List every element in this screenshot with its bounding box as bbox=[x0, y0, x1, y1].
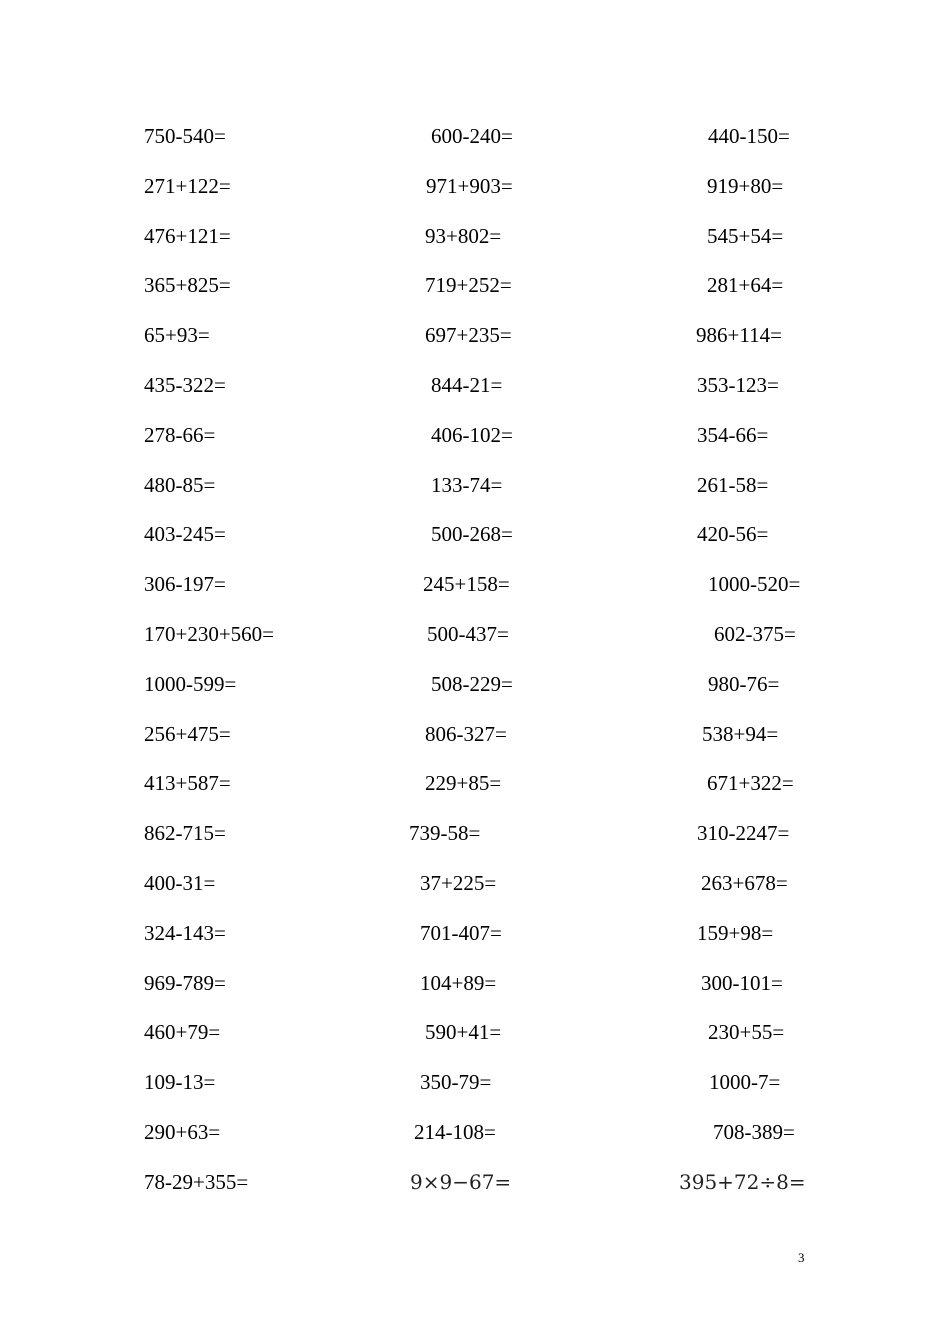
math-problem: 261-58= bbox=[697, 472, 769, 497]
math-problem: 500-268= bbox=[431, 522, 513, 547]
problem-row bbox=[0, 669, 950, 699]
math-problem: 844-21= bbox=[431, 373, 503, 397]
math-problem: 230+55= bbox=[708, 1020, 785, 1045]
math-problem: 986+114= bbox=[696, 323, 782, 348]
math-problem: 590+41= bbox=[425, 1020, 502, 1045]
math-problem: 750-540= bbox=[144, 124, 226, 148]
math-problem: 353-123= bbox=[697, 373, 779, 397]
math-problem: 508-229= bbox=[431, 671, 513, 696]
math-problem: 395+72÷8= bbox=[679, 1169, 806, 1194]
math-problem: 480-85= bbox=[144, 472, 216, 497]
math-problem: 159+98= bbox=[697, 920, 774, 945]
math-problem: 600-240= bbox=[431, 124, 513, 148]
page-number: 3 bbox=[798, 1250, 805, 1265]
math-problem: 403-245= bbox=[144, 522, 226, 547]
problem-row bbox=[0, 470, 950, 500]
math-problem: 256+475= bbox=[144, 721, 231, 746]
math-problem: 980-76= bbox=[708, 671, 780, 696]
math-problem: 440-150= bbox=[708, 124, 790, 148]
math-problem: 263+678= bbox=[701, 871, 788, 895]
math-problem: 460+79= bbox=[144, 1020, 221, 1045]
problem-row bbox=[0, 1167, 950, 1197]
problem-row bbox=[0, 270, 950, 300]
math-problem: 400-31= bbox=[144, 871, 216, 895]
math-problem: 701-407= bbox=[420, 920, 502, 945]
problem-row bbox=[0, 320, 950, 350]
math-problem: 538+94= bbox=[702, 721, 779, 746]
math-problem: 671+322= bbox=[707, 771, 794, 796]
math-problem: 708-389= bbox=[713, 1120, 795, 1144]
math-problem: 133-74= bbox=[431, 472, 503, 497]
math-problem: 170+230+560= bbox=[144, 622, 275, 646]
math-problem: 806-327= bbox=[425, 721, 507, 746]
math-problem: 862-715= bbox=[144, 821, 226, 846]
problem-row bbox=[0, 420, 950, 450]
math-problem: 1000-599= bbox=[144, 671, 237, 696]
problem-row bbox=[0, 619, 950, 649]
math-problem: 290+63= bbox=[144, 1120, 221, 1144]
math-problem: 37+225= bbox=[420, 871, 497, 895]
problem-row bbox=[0, 1017, 950, 1047]
problem-row bbox=[0, 1067, 950, 1097]
math-problem: 602-375= bbox=[714, 622, 796, 646]
math-problem: 739-58= bbox=[409, 821, 481, 846]
math-problem: 93+802= bbox=[425, 223, 502, 248]
math-problem: 969-789= bbox=[144, 970, 226, 995]
problem-row bbox=[0, 719, 950, 749]
math-problem: 365+825= bbox=[144, 273, 231, 298]
math-problem: 109-13= bbox=[144, 1070, 216, 1095]
math-problem: 971+903= bbox=[426, 173, 513, 198]
math-problem: 476+121= bbox=[144, 223, 231, 248]
math-problem: 719+252= bbox=[425, 273, 512, 298]
math-problem: 420-56= bbox=[697, 522, 769, 547]
math-problem: 245+158= bbox=[423, 572, 510, 597]
math-problem: 278-66= bbox=[144, 422, 216, 447]
problem-row bbox=[0, 221, 950, 251]
math-problem: 310-2247= bbox=[697, 821, 790, 846]
math-problem: 104+89= bbox=[420, 970, 497, 995]
math-problem: 500-437= bbox=[427, 622, 509, 646]
problem-row bbox=[0, 868, 950, 898]
math-problem: 354-66= bbox=[697, 422, 769, 447]
problem-row bbox=[0, 768, 950, 798]
problem-row bbox=[0, 519, 950, 549]
math-problem: 281+64= bbox=[707, 273, 784, 298]
math-problem: 229+85= bbox=[425, 771, 502, 796]
math-problem: 545+54= bbox=[707, 223, 784, 248]
problem-row bbox=[0, 968, 950, 998]
math-problem: 350-79= bbox=[420, 1070, 492, 1095]
math-problem: 214-108= bbox=[414, 1120, 496, 1144]
math-problem: 1000-520= bbox=[708, 572, 801, 597]
math-problem: 406-102= bbox=[431, 422, 513, 447]
math-problem: 271+122= bbox=[144, 173, 231, 198]
math-problem: 435-322= bbox=[144, 373, 226, 397]
math-problem: 1000-7= bbox=[709, 1070, 781, 1095]
math-problem: 413+587= bbox=[144, 771, 231, 796]
problem-row bbox=[0, 1117, 950, 1147]
math-problem: 697+235= bbox=[425, 323, 512, 348]
problem-row bbox=[0, 818, 950, 848]
math-problem: 78-29+355= bbox=[144, 1169, 249, 1194]
problem-row bbox=[0, 370, 950, 400]
math-problem: 324-143= bbox=[144, 920, 226, 945]
math-problem: 65+93= bbox=[144, 323, 210, 348]
math-problem: 306-197= bbox=[144, 572, 226, 597]
problem-row bbox=[0, 569, 950, 599]
problem-row bbox=[0, 121, 950, 151]
math-problem: 300-101= bbox=[701, 970, 783, 995]
math-problem: 9×9−67= bbox=[410, 1169, 512, 1194]
problem-row bbox=[0, 171, 950, 201]
problem-row bbox=[0, 918, 950, 948]
math-problem: 919+80= bbox=[707, 173, 784, 198]
